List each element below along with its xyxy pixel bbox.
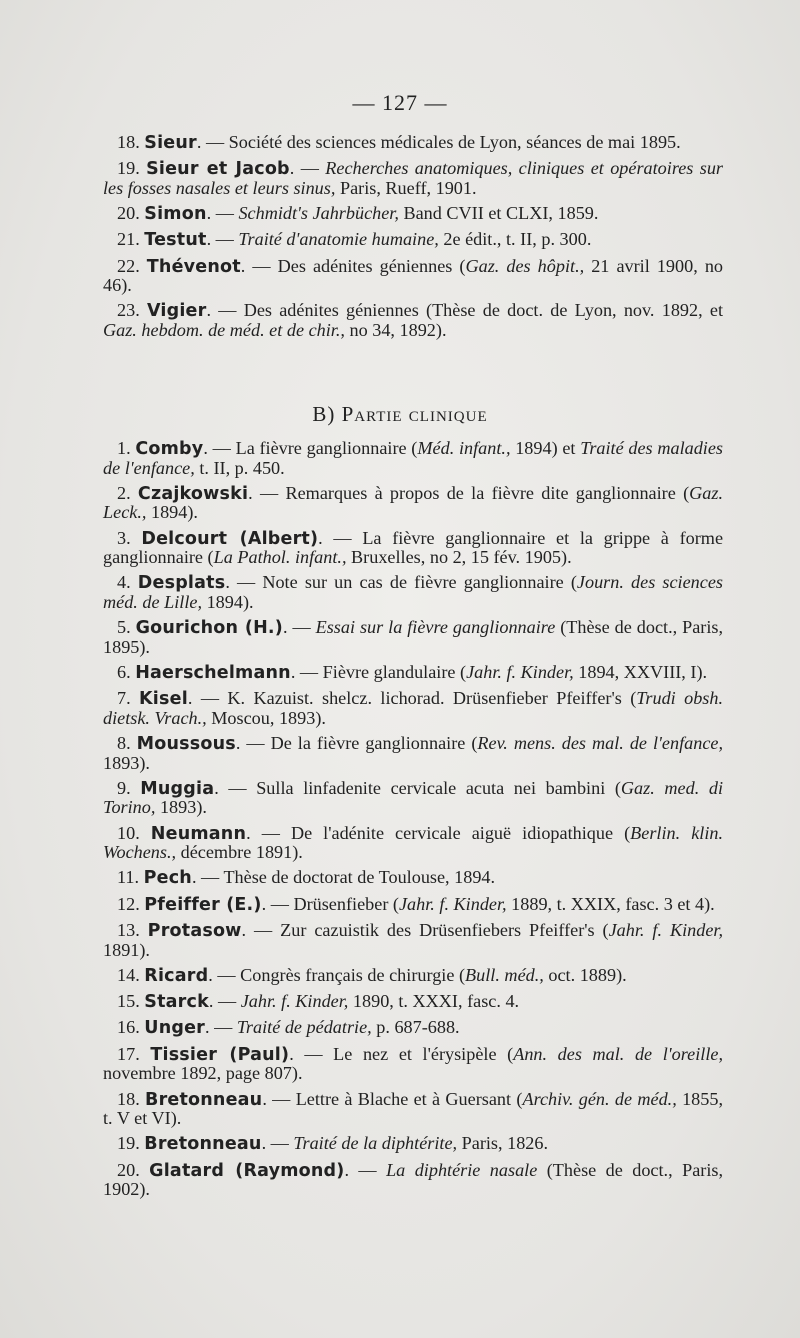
reference-text: Congrès français de chirurgie ( bbox=[240, 964, 466, 985]
reference-text: De l'adénite cervicale aiguë idiopathique ( bbox=[290, 822, 631, 843]
reference-text: 1890, t. XXXI, fasc. 4. bbox=[348, 991, 520, 1012]
reference-author: Comby bbox=[135, 439, 204, 459]
reference-entry bbox=[103, 992, 723, 1012]
reference-text: 2e édit., t. II, p. 300. bbox=[438, 229, 592, 250]
reference-separator: . — bbox=[208, 991, 241, 1012]
reference-separator: . — bbox=[206, 203, 239, 224]
reference-text: La fièvre ganglionnaire ( bbox=[235, 438, 418, 458]
reference-number: 12. bbox=[117, 893, 140, 914]
reference-number: 21. bbox=[117, 229, 140, 250]
reference-title: Traité des maladies de l'enfance, bbox=[103, 438, 724, 478]
reference-title: Gaz. des hôpit., bbox=[465, 255, 585, 276]
reference-text: Société des sciences médicales de Lyon, séances de mai 1895. bbox=[228, 132, 681, 152]
reference-text: Des adénites géniennes (Thèse de doct. de Lyon, nov. 1892, et bbox=[243, 300, 724, 321]
reference-number: 16. bbox=[117, 1017, 140, 1038]
reference-entry bbox=[103, 734, 723, 772]
reference-text: oct. 1889). bbox=[543, 964, 627, 985]
reference-text: (Thèse de doct., Paris, 1902). bbox=[103, 1159, 724, 1200]
reference-entry bbox=[103, 895, 723, 915]
reference-title: Journ. des sciences méd. de Lille, bbox=[103, 572, 723, 612]
reference-entry bbox=[103, 1161, 723, 1199]
reference-separator: . — bbox=[187, 688, 228, 709]
references-section-a bbox=[103, 133, 723, 346]
reference-author: Glatard (Raymond) bbox=[149, 1160, 345, 1181]
reference-title: Traité de pédatrie, bbox=[236, 1017, 372, 1038]
reference-number: 19. bbox=[117, 158, 140, 179]
reference-separator: . — bbox=[240, 255, 278, 276]
section-label: B) bbox=[312, 402, 336, 426]
reference-separator: . — bbox=[203, 438, 236, 458]
reference-number: 5. bbox=[117, 617, 131, 638]
reference-entry bbox=[103, 921, 723, 959]
reference-title: Rev. mens. des mal. de l'enfance, bbox=[477, 733, 724, 754]
reference-text: Zur cazuistik des Drüsenfiebers Pfeiffer's ( bbox=[280, 920, 609, 941]
reference-number: 14. bbox=[117, 964, 140, 985]
reference-separator: . — bbox=[344, 1159, 387, 1180]
reference-number: 18. bbox=[117, 132, 140, 152]
reference-separator: . — bbox=[206, 229, 239, 250]
reference-text: Paris, Rueff, 1901. bbox=[335, 177, 477, 198]
reference-separator: . — bbox=[214, 777, 257, 798]
reference-entry bbox=[103, 824, 723, 862]
reference-separator: . — bbox=[191, 867, 224, 888]
reference-entry bbox=[103, 529, 723, 567]
reference-author: Sieur et Jacob bbox=[146, 159, 290, 180]
reference-separator: . — bbox=[318, 527, 363, 548]
reference-text: Bruxelles, no 2, 15 fév. 1905). bbox=[346, 547, 572, 568]
reference-number: 9. bbox=[117, 777, 131, 798]
reference-author: Czajkowski bbox=[137, 483, 249, 504]
reference-text: 1891). bbox=[103, 939, 150, 960]
reference-title: Archiv. gén. de méd., bbox=[522, 1088, 677, 1109]
reference-title: Traité de la diphtérite, bbox=[293, 1133, 458, 1154]
reference-title: La diphtérie nasale bbox=[386, 1159, 538, 1180]
reference-author: Unger bbox=[144, 1018, 205, 1039]
reference-text: 1894, XXVIII, I). bbox=[573, 661, 708, 682]
reference-number: 1. bbox=[117, 438, 131, 458]
reference-title: Jahr. f. Kinder, bbox=[466, 661, 574, 682]
reference-separator: . — bbox=[225, 572, 263, 593]
reference-text: De la fièvre ganglionnaire ( bbox=[270, 733, 478, 754]
reference-text: Note sur un cas de fièvre ganglionnaire ( bbox=[262, 572, 577, 593]
reference-separator: . — bbox=[196, 132, 229, 152]
reference-number: 18. bbox=[117, 1088, 140, 1109]
reference-number: 23. bbox=[117, 300, 140, 321]
reference-number: 22. bbox=[117, 255, 140, 276]
section-heading bbox=[0, 402, 800, 427]
reference-title: Gaz. med. di Torino, bbox=[103, 777, 724, 818]
reference-author: Desplats bbox=[137, 573, 226, 594]
reference-text: 21 avril 1900, no 46). bbox=[103, 255, 724, 296]
reference-entry bbox=[103, 439, 723, 477]
reference-separator: . — bbox=[261, 1133, 294, 1154]
reference-author: Haerschelmann bbox=[135, 662, 291, 683]
reference-text: Paris, 1826. bbox=[457, 1133, 549, 1154]
reference-title: Trudi obsh. dietsk. Vrach., bbox=[103, 688, 724, 728]
reference-entry bbox=[103, 689, 723, 727]
reference-number: 19. bbox=[117, 1133, 140, 1154]
reference-author: Bretonneau bbox=[145, 1089, 263, 1110]
reference-text: Remarques à propos de la fièvre dite ganglionnaire ( bbox=[285, 482, 690, 503]
reference-text: 1855, t. V et VI). bbox=[103, 1088, 723, 1129]
reference-text: 1893). bbox=[103, 752, 150, 773]
reference-number: 6. bbox=[117, 661, 131, 682]
reference-author: Gourichon (H.) bbox=[135, 618, 283, 639]
reference-number: 17. bbox=[117, 1043, 140, 1064]
reference-entry bbox=[103, 1134, 723, 1154]
reference-author: Vigier bbox=[146, 301, 207, 322]
reference-author: Simon bbox=[144, 204, 207, 225]
page-number: — 127 — bbox=[352, 90, 448, 115]
reference-author: Muggia bbox=[140, 778, 215, 799]
reference-author: Protasow bbox=[147, 921, 242, 942]
reference-text: Thèse de doctorat de Toulouse, 1894. bbox=[223, 867, 496, 888]
reference-separator: . — bbox=[290, 661, 323, 682]
reference-author: Kisel bbox=[139, 689, 188, 710]
reference-entry bbox=[103, 1090, 723, 1128]
reference-text: Des adénites géniennes ( bbox=[277, 255, 466, 276]
reference-text: 1894). bbox=[202, 591, 254, 612]
reference-author: Moussous bbox=[136, 734, 236, 755]
reference-author: Sieur bbox=[144, 133, 197, 153]
reference-number: 13. bbox=[117, 920, 140, 941]
reference-text: Lettre à Blache et à Guersant ( bbox=[295, 1088, 523, 1109]
reference-author: Bretonneau bbox=[144, 1134, 262, 1155]
reference-author: Pfeiffer (E.) bbox=[144, 894, 262, 915]
reference-separator: . — bbox=[282, 617, 316, 638]
reference-entry bbox=[103, 230, 723, 250]
reference-separator: . — bbox=[248, 482, 286, 503]
reference-author: Ricard bbox=[144, 965, 209, 986]
reference-author: Testut bbox=[144, 230, 207, 251]
reference-entry bbox=[103, 663, 723, 683]
reference-number: 4. bbox=[117, 572, 131, 593]
reference-text: La fièvre ganglionnaire et la grippe à forme ganglionnaire ( bbox=[103, 527, 724, 568]
reference-title: Berlin. klin. Wochens., bbox=[103, 822, 724, 863]
reference-text: Drüsenfieber ( bbox=[293, 893, 399, 914]
reference-text: 1894) et bbox=[510, 438, 581, 458]
reference-author: Neumann bbox=[150, 823, 247, 844]
reference-author: Thévenot bbox=[146, 256, 241, 277]
reference-text: Sulla linfadenite cervicale acuta nei bambini ( bbox=[256, 777, 621, 798]
reference-title: Essai sur la fièvre ganglionnaire bbox=[315, 617, 556, 638]
reference-text: t. II, p. 450. bbox=[194, 457, 285, 478]
reference-author: Delcourt (Albert) bbox=[141, 528, 319, 549]
reference-text: (Thèse de doct., Paris, 1895). bbox=[103, 617, 724, 657]
reference-title: La Pathol. infant., bbox=[213, 547, 347, 568]
reference-text: Fièvre glandulaire ( bbox=[322, 661, 467, 682]
reference-text: p. 687-688. bbox=[371, 1017, 460, 1038]
reference-title: Ann. des mal. de l'oreille, bbox=[513, 1043, 724, 1064]
reference-author: Pech bbox=[143, 868, 192, 889]
reference-number: 7. bbox=[117, 688, 131, 709]
reference-entry bbox=[103, 204, 723, 224]
reference-separator: . — bbox=[208, 964, 241, 985]
reference-separator: . — bbox=[206, 300, 244, 321]
reference-text: K. Kazuist. shelcz. lichorad. Drüsenfieber Pfeiffer's ( bbox=[227, 688, 637, 709]
reference-entry bbox=[103, 618, 723, 656]
reference-separator: . — bbox=[241, 920, 281, 941]
reference-entry bbox=[103, 301, 723, 339]
reference-author: Starck bbox=[144, 992, 209, 1013]
reference-text: 1894). bbox=[146, 502, 198, 523]
reference-text: Band CVII et CLXI, 1859. bbox=[398, 203, 599, 224]
reference-text: Le nez et l'érysipèle ( bbox=[333, 1043, 514, 1064]
reference-entry bbox=[103, 573, 723, 611]
reference-number: 20. bbox=[117, 203, 140, 224]
reference-entry bbox=[103, 1018, 723, 1038]
reference-title: Traité d'anatomie humaine, bbox=[238, 229, 439, 250]
reference-title: Gaz. Leck., bbox=[103, 482, 723, 523]
reference-title: Méd. infant., bbox=[417, 438, 511, 458]
reference-number: 11. bbox=[117, 867, 140, 888]
reference-separator: . — bbox=[204, 1017, 237, 1038]
reference-entry bbox=[103, 868, 723, 888]
reference-number: 8. bbox=[117, 733, 131, 754]
reference-separator: . — bbox=[289, 158, 326, 179]
references-section-b bbox=[103, 439, 723, 1205]
reference-title: Jahr. f. Kinder, bbox=[398, 893, 507, 914]
reference-number: 15. bbox=[117, 991, 140, 1012]
reference-entry bbox=[103, 779, 723, 817]
reference-entry bbox=[103, 257, 723, 295]
reference-author: Tissier (Paul) bbox=[150, 1044, 290, 1065]
section-title: Partie clinique bbox=[341, 402, 488, 426]
reference-separator: . — bbox=[261, 893, 294, 914]
reference-entry bbox=[103, 133, 723, 153]
reference-number: 10. bbox=[117, 822, 140, 843]
reference-separator: . — bbox=[289, 1043, 334, 1064]
reference-entry bbox=[103, 966, 723, 986]
reference-number: 20. bbox=[117, 1159, 140, 1180]
reference-separator: . — bbox=[235, 733, 271, 754]
reference-title: Gaz. hebdom. de méd. et de chir., bbox=[103, 319, 345, 340]
reference-separator: . — bbox=[246, 822, 291, 843]
reference-entry bbox=[103, 1045, 723, 1083]
reference-text: 1889, t. XXIX, fasc. 3 et 4). bbox=[506, 893, 715, 914]
reference-text: Moscou, 1893). bbox=[206, 707, 326, 728]
reference-text: décembre 1891). bbox=[176, 842, 303, 863]
reference-separator: . — bbox=[262, 1088, 296, 1109]
reference-title: Schmidt's Jahrbücher, bbox=[238, 203, 399, 224]
reference-title: Jahr. f. Kinder, bbox=[240, 991, 349, 1012]
reference-text: novembre 1892, page 807). bbox=[103, 1063, 303, 1084]
reference-number: 3. bbox=[117, 527, 131, 548]
reference-title: Bull. méd., bbox=[465, 964, 544, 985]
reference-text: no 34, 1892). bbox=[344, 319, 447, 340]
reference-title: Recherches anatomiques, cliniques et opératoires sur les fosses nasales et leurs sinus, bbox=[103, 158, 724, 198]
reference-number: 2. bbox=[117, 482, 131, 503]
reference-title: Jahr. f. Kinder, bbox=[608, 920, 723, 941]
reference-text: 1893). bbox=[155, 797, 207, 818]
reference-entry bbox=[103, 159, 723, 197]
reference-entry bbox=[103, 484, 723, 522]
